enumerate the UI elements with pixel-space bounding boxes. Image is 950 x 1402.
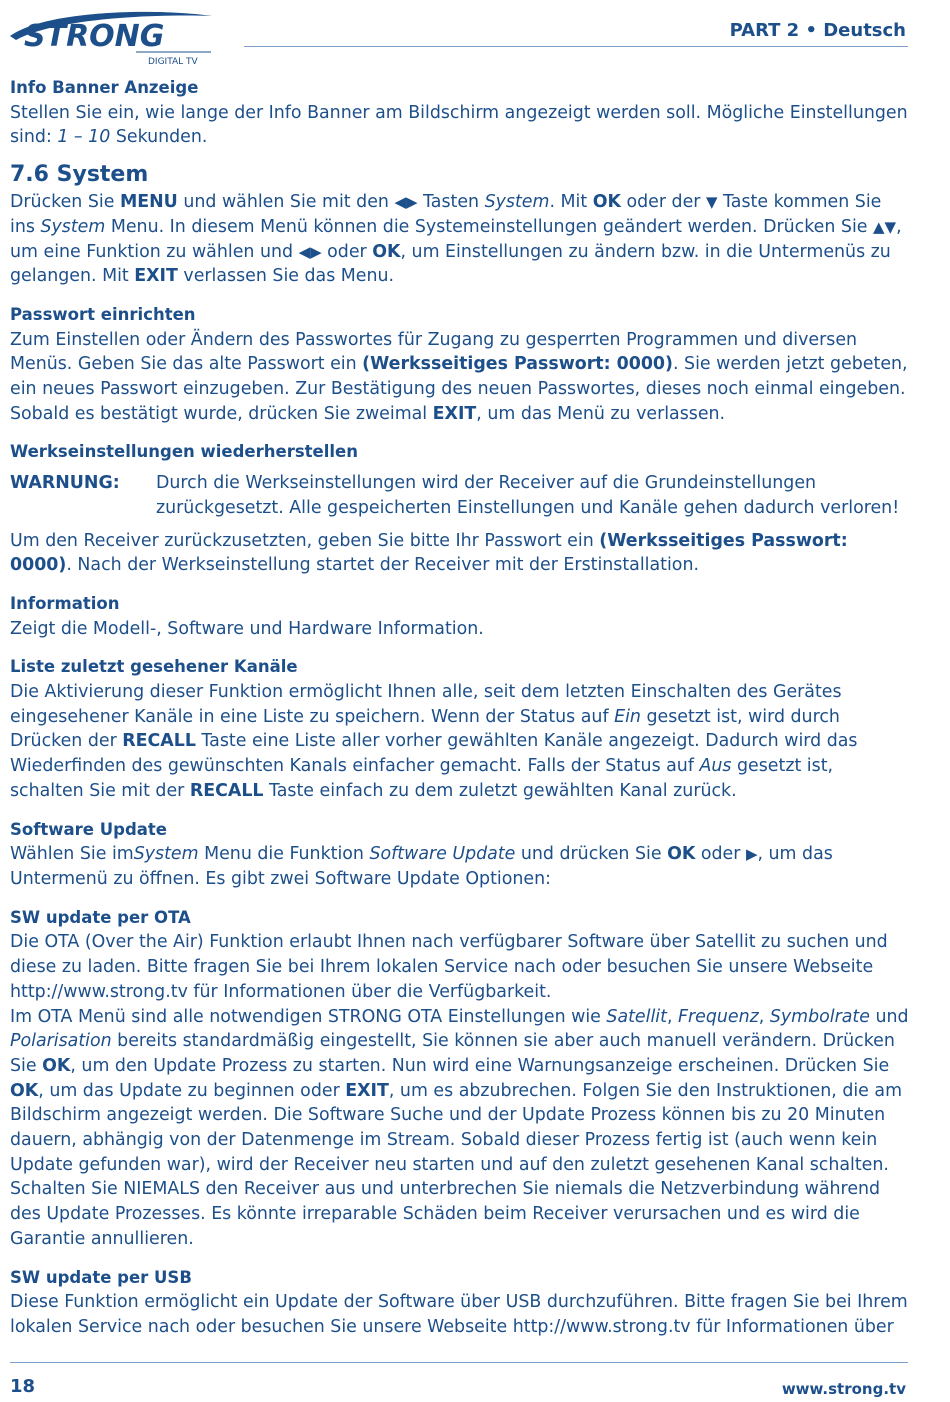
system-text: Drücken Sie MENU und wählen Sie mit den ◀▶ Tasten System. Mit OK oder der ▼ Taste kommen Sie ins System Menu. In diesem Menü können die Systemeinstellungen geändert werden. Drücken Sie ▲▼, um eine Funktion zu wählen und ◀▶ oder OK, um Einstellungen zu ändern bzw. in die Untermenüs zu gelangen. Mit EXIT verlassen Sie das Menu. [10, 192, 902, 287]
section-heading-information: Information [10, 593, 120, 613]
strong-logo [6, 6, 216, 66]
section-heading-usb: SW update per USB [10, 1267, 192, 1287]
warning-label: WARNUNG: [10, 473, 120, 494]
section-heading-password: Passwort einrichten [10, 304, 196, 324]
footer-url[interactable]: www.strong.tv [781, 1380, 906, 1398]
section-heading-factory-reset: Werkseinstellungen wiederherstellen [10, 442, 358, 462]
section-heading-system: 7.6 System [10, 162, 149, 188]
usb-text: Diese Funktion ermöglicht ein Update der Software über USB durchzuführen. Bitte fragen Sie bei Ihrem lokalen Service nach oder besuchen Sie unsere Webseite http://www.strong.tv für Informationen über [10, 1292, 908, 1337]
part-label: PART 2 • Deutsch [729, 20, 906, 41]
up-down-arrows-icon: ▲▼ [873, 217, 897, 236]
left-right-arrows-icon: ◀▶ [394, 193, 418, 212]
page-number: 18 [10, 1376, 36, 1397]
info-banner-text: Stellen Sie ein, wie lange der Info Banner am Bildschirm angezeigt werden soll. Mögliche Einstellungen sind: 1 – 10 Sekunden. [10, 102, 908, 148]
factory-reset-text: Um den Receiver zurückzusetzten, geben Sie bitte Ihr Passwort ein (Werksseitiges Passwort: 0000). Nach der Werkseinstellung startet der Receiver mit der Erstinstallation. [10, 530, 848, 576]
page-content [10, 76, 910, 1340]
header-divider [244, 46, 908, 47]
right-arrow-icon: ▶ [745, 845, 758, 864]
down-arrow-icon: ▼ [705, 193, 718, 212]
warning-text: Durch die Werkseinstellungen wird der Receiver auf die Grundeinstellungen zurückgesetzt. Alle gespeicherten Einstellungen und Kanäle gehen dadurch verloren! [156, 473, 900, 518]
last-channels-text: Die Aktivierung dieser Funktion ermöglicht Ihnen alle, seit dem letzten Einschalten des Gerätes eingesehener Kanäle in eine Liste zu speichern. Wenn der Status auf Ein gesetzt ist, wird durch Drücken der RECALL Taste eine Liste aller vorher gewählten Kanäle angezeigt. Dadurch wird das Wiederfinden des gewünschten Kanals einfacher gemacht. Falls der Status auf Aus gesetzt ist, schalten Sie mit der RECALL Taste einfach zu dem zuletzt gewählten Kanal zurück. [10, 682, 858, 801]
footer-divider [10, 1362, 908, 1363]
ota-text-1: Die OTA (Over the Air) Funktion erlaubt Ihnen nach verfügbarer Software über Satellit zu suchen und diese zu laden. Bitte fragen Sie bei Ihrem lokalen Service nach oder besuchen Sie unsere Webseite http://www.strong.tv für Informationen über die Verfügbarkeit. [10, 932, 888, 1002]
logo-subtitle: DIGITAL TV [148, 57, 198, 66]
information-text: Zeigt die Modell-, Software und Hardware Information. [10, 618, 484, 639]
section-heading-last-channels: Liste zuletzt gesehener Kanäle [10, 657, 298, 677]
page-header [0, 0, 950, 70]
warning-block [10, 471, 910, 520]
section-heading-info-banner: Info Banner Anzeige [10, 78, 199, 97]
software-update-text: Wählen Sie imSystem Menu die Funktion Software Update und drücken Sie OK oder ▶, um das Untermenü zu öffnen. Es gibt zwei Software Update Optionen: [10, 844, 833, 889]
section-heading-ota: SW update per OTA [10, 907, 191, 927]
logo-text: STRONG [24, 19, 165, 54]
left-right-arrows-icon: ◀▶ [298, 242, 322, 261]
ota-text-2: Im OTA Menü sind alle notwendigen STRONG OTA Einstellungen wie Satellit, Frequenz, Symbolrate und Polarisation bereits standardmäßig eingestellt, Sie können sie aber auch manuell verändern. Drücken Sie OK, um den Update Prozess zu starten. Nun wird eine Warnungsanzeige erscheinen. Drücken Sie OK, um das Update zu beginnen oder EXIT, um es abzubrechen. Folgen Sie den Instruktionen, die am Bildschirm angezeigt werden. Die Software Suche und der Update Prozess können bis zu 20 Minuten dauern, abhängig von der Datenmenge im Stream. Sobald dieser Prozess fertig ist (auch wenn kein Update gefunden war), wird der Receiver neu starten und auf den zuletzt gesehenen Kanal schalten. Schalten Sie NIEMALS den Receiver aus und unterbrechen Sie niemals die Netzverbindung während des Update Prozesses. Es könnte irreparable Schäden beim Receiver verursachen und es wird die Garantie annullieren. [10, 1006, 909, 1249]
password-text: Zum Einstellen oder Ändern des Passwortes für Zugang zu gesperrten Programmen und diversen Menüs. Geben Sie das alte Passwort ein (Werksseitiges Passwort: 0000). Sie werden jetzt gebeten, ein neues Passwort einzugeben. Zur Bestätigung des neuen Passwortes, dieses noch einmal eingeben. Sobald es bestätigt wurde, drücken Sie zweimal EXIT, um das Menü zu verlassen. [10, 329, 908, 424]
section-heading-software-update: Software Update [10, 819, 167, 839]
